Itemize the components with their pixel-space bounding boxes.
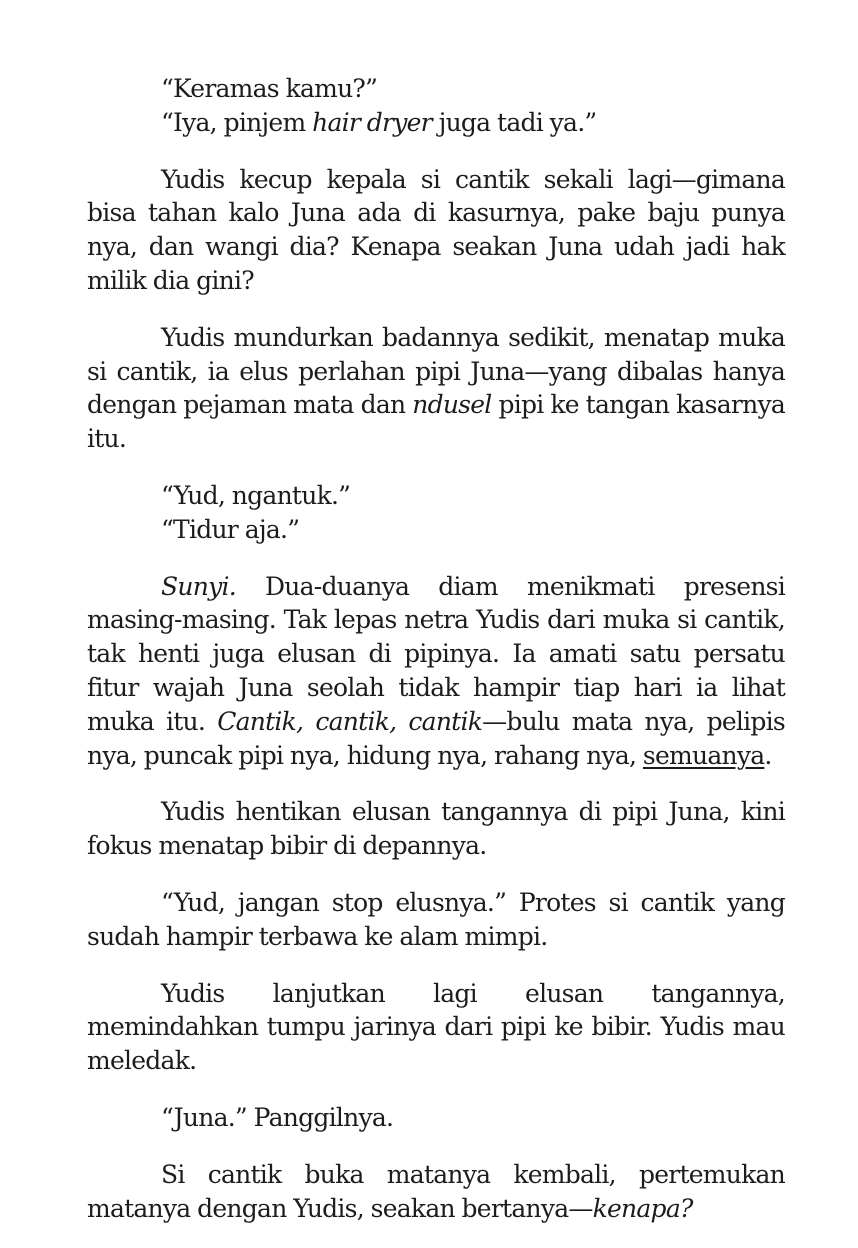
dialogue-text: “Iya, pinjem	[161, 107, 313, 137]
italic-phrase: hair dryer	[312, 107, 432, 137]
dialogue-line	[87, 106, 785, 140]
paragraph-lanjutkan	[87, 977, 785, 1078]
dialogue-line: “Keramas kamu?”	[161, 74, 378, 103]
text-run: .	[764, 740, 772, 770]
italic-phrase: Cantik, cantik, cantik	[217, 706, 483, 736]
paragraph-text	[87, 321, 785, 456]
italic-phrase: ndusel	[412, 390, 492, 420]
dialogue-line: “Yud, ngantuk.”	[161, 480, 351, 510]
dialogue-keramas	[87, 72, 785, 140]
underlined-word: semuanya	[642, 740, 765, 770]
paragraph-protes	[87, 886, 785, 954]
italic-phrase: kenapa?	[592, 1193, 693, 1223]
paragraph-hentikan	[87, 795, 785, 863]
dialogue-text: juga tadi ya.”	[431, 107, 597, 137]
paragraph-text: Yudis hentikan elusan tangannya di pipi Juna, kini fokus menatap bibir di depannya.	[87, 797, 785, 861]
text-run: Si cantik buka matanya kembali, pertemukan matanya dengan Yudis, seakan bertanya—	[87, 1159, 785, 1223]
paragraph-text	[87, 570, 785, 773]
paragraph-text: “Juna.” Panggilnya.	[161, 1102, 394, 1132]
paragraph-panggil	[87, 1101, 785, 1135]
paragraph-sunyi	[87, 570, 785, 773]
paragraph-text: Yudis kecup kepala si cantik sekali lagi—gimana bisa tahan kalo Juna ada di kasurnya, pake baju punya nya, dan wangi dia? Kenapa seakan Juna udah jadi hak milik dia gini?	[87, 164, 785, 295]
text-run: Dua-duanya diam menikmati presensi masing-masing. Tak lepas netra Yudis dari muka si cantik, tak henti juga elusan di pipinya. Ia amati satu persatu fitur wajah Juna seolah tidak hampir tiap hari ia lihat muka itu.	[87, 571, 785, 736]
text-run: Yudis mundurkan badannya sedikit, menatap muka si cantik, ia elus perlahan pipi Juna—yang dibalas hanya dengan pejaman mata dan	[87, 322, 785, 420]
dialogue-ngantuk	[87, 479, 785, 547]
dialogue-line: “Tidur aja.”	[161, 514, 300, 544]
text-run: —bulu mata nya, pelipis nya, puncak pipi nya, hidung nya, rahang nya,	[87, 706, 785, 770]
paragraph-text: “Yud, jangan stop elusnya.” Protes si cantik yang sudah hampir terbawa ke alam mimpi.	[87, 887, 785, 951]
text-run: pipi ke tangan kasarnya itu.	[87, 390, 785, 454]
paragraph-buka-mata	[87, 1158, 785, 1226]
paragraph-mundurkan	[87, 321, 785, 456]
paragraph-kecup	[87, 163, 785, 298]
story-page	[87, 72, 785, 1248]
paragraph-text	[87, 1158, 785, 1226]
italic-phrase: Sunyi.	[161, 571, 236, 601]
paragraph-text: Yudis lanjutkan lagi elusan tangannya, memindahkan tumpu jarinya dari pipi ke bibir. Yudis mau meledak.	[87, 978, 785, 1076]
